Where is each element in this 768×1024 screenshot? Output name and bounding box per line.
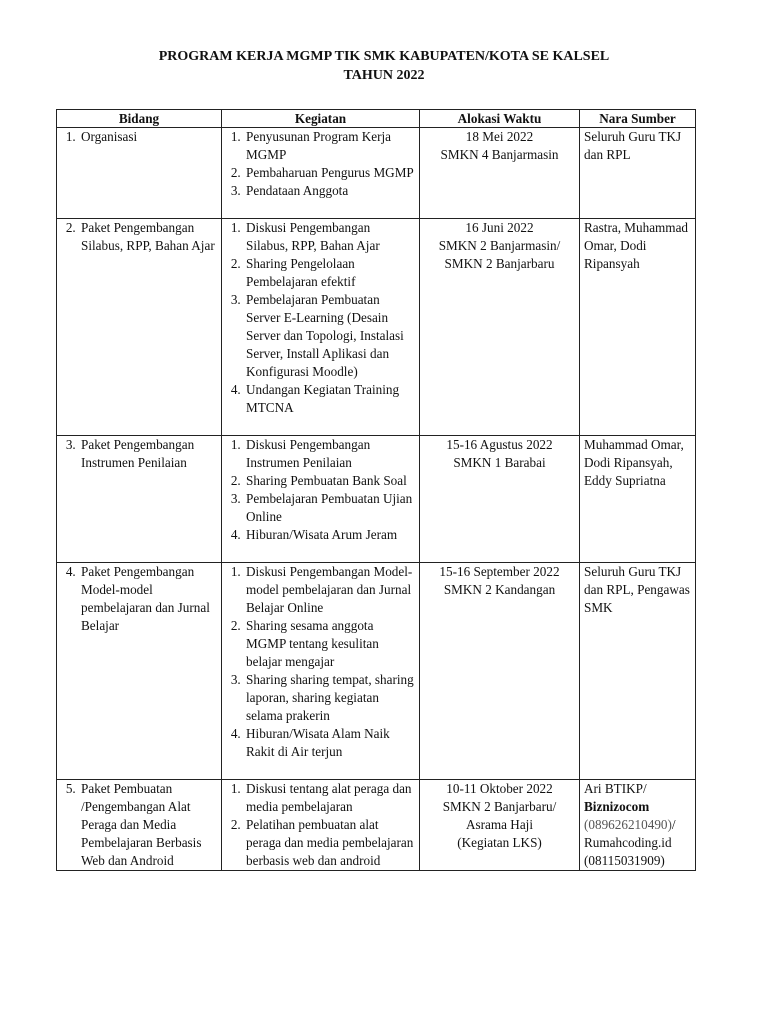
narasumber-part: Ari BTIKP/ bbox=[584, 781, 647, 796]
kegiatan-item: 2. Pelatihan pembuatan alat peraga dan media pembelajaran berbasis web dan android bbox=[244, 816, 415, 870]
waktu-line: SMKN 2 Banjarmasin/ bbox=[438, 238, 561, 253]
waktu-line: 15-16 Agustus 2022 bbox=[446, 437, 553, 452]
cell-bidang bbox=[57, 219, 222, 436]
cell-alokasi-waktu bbox=[420, 780, 580, 871]
cell-nara-sumber bbox=[580, 780, 696, 871]
cell-bidang bbox=[57, 128, 222, 219]
waktu-line: Asrama Haji bbox=[465, 817, 533, 832]
cell-kegiatan bbox=[222, 780, 420, 871]
header-alokasi-waktu: Alokasi Waktu bbox=[420, 110, 580, 128]
kegiatan-item: 1. Diskusi Pengembangan Silabus, RPP, Bahan Ajar bbox=[244, 219, 415, 255]
cell-nara-sumber: Rastra, Muhammad Omar, Dodi Ripansyah bbox=[580, 219, 696, 436]
cell-alokasi-waktu bbox=[420, 128, 580, 219]
waktu-line: 18 Mei 2022 bbox=[465, 129, 534, 144]
kegiatan-item: 1. Diskusi Pengembangan Model-model pembelajaran dan Jurnal Belajar Online bbox=[244, 563, 415, 617]
bidang-text: 1. Organisasi bbox=[79, 128, 217, 146]
cell-alokasi-waktu bbox=[420, 219, 580, 436]
narasumber-phone: (089626210490) bbox=[584, 817, 672, 832]
narasumber-part: Rumahcoding.id bbox=[584, 835, 672, 850]
waktu-line: SMKN 1 Barabai bbox=[453, 455, 546, 470]
bidang-text: 2. Paket Pengembangan Silabus, RPP, Bahan Ajar bbox=[79, 219, 217, 255]
cell-kegiatan bbox=[222, 128, 420, 219]
waktu-line: 16 Juni 2022 bbox=[465, 220, 534, 235]
table-header-row bbox=[57, 110, 696, 128]
title-line-2: TAHUN 2022 bbox=[343, 68, 425, 83]
table-row bbox=[57, 219, 696, 436]
cell-nara-sumber: Seluruh Guru TKJ dan RPL bbox=[580, 128, 696, 219]
cell-bidang bbox=[57, 436, 222, 563]
waktu-line: (Kegiatan LKS) bbox=[457, 835, 542, 850]
bidang-text: 4. Paket Pengembangan Model-model pembelajaran dan Jurnal Belajar bbox=[79, 563, 217, 635]
narasumber-separator: / bbox=[671, 817, 676, 832]
header-nara-sumber: Nara Sumber bbox=[580, 110, 696, 128]
waktu-line: SMKN 4 Banjarmasin bbox=[440, 147, 559, 162]
kegiatan-item: 4. Undangan Kegiatan Training MTCNA bbox=[244, 381, 415, 417]
cell-kegiatan bbox=[222, 219, 420, 436]
cell-bidang bbox=[57, 780, 222, 871]
cell-bidang bbox=[57, 563, 222, 780]
kegiatan-item: 3. Pembelajaran Pembuatan Ujian Online bbox=[244, 490, 415, 526]
header-bidang: Bidang bbox=[57, 110, 222, 128]
kegiatan-item: 4. Hiburan/Wisata Arum Jeram bbox=[244, 526, 415, 544]
cell-kegiatan bbox=[222, 436, 420, 563]
narasumber-phone: (08115031909) bbox=[584, 853, 665, 868]
cell-nara-sumber: Seluruh Guru TKJ dan RPL, Pengawas SMK bbox=[580, 563, 696, 780]
bidang-text: 5. Paket Pembuatan /Pengembangan Alat Peraga dan Media Pembelajaran Berbasis Web dan Android bbox=[79, 780, 217, 870]
kegiatan-item: 1. Diskusi tentang alat peraga dan media pembelajaran bbox=[244, 780, 415, 816]
kegiatan-item: 2. Sharing Pengelolaan Pembelajaran efektif bbox=[244, 255, 415, 291]
title-line-1: PROGRAM KERJA MGMP TIK SMK KABUPATEN/KOTA SE KALSEL bbox=[158, 49, 610, 64]
table-row bbox=[57, 563, 696, 780]
waktu-line: SMKN 2 Kandangan bbox=[443, 582, 556, 597]
kegiatan-item: 3. Pembelajaran Pembuatan Server E-Learning (Desain Server dan Topologi, Instalasi Server, Install Aplikasi dan Konfigurasi Moodle) bbox=[244, 291, 415, 381]
bidang-text: 3. Paket Pengembangan Instrumen Penilaian bbox=[79, 436, 217, 472]
waktu-line: SMKN 2 Banjarbaru/ bbox=[442, 799, 557, 814]
cell-kegiatan bbox=[222, 563, 420, 780]
table-row bbox=[57, 128, 696, 219]
kegiatan-item: 1. Penyusunan Program Kerja MGMP bbox=[244, 128, 415, 164]
kegiatan-item: 2. Sharing Pembuatan Bank Soal bbox=[244, 472, 415, 490]
kegiatan-item: 3. Sharing sharing tempat, sharing laporan, sharing kegiatan selama prakerin bbox=[244, 671, 415, 725]
header-kegiatan: Kegiatan bbox=[222, 110, 420, 128]
kegiatan-item: 4. Hiburan/Wisata Alam Naik Rakit di Air terjun bbox=[244, 725, 415, 761]
narasumber-company: Biznizocom bbox=[584, 799, 650, 814]
kegiatan-item: 2. Pembaharuan Pengurus MGMP bbox=[244, 164, 415, 182]
table-row bbox=[57, 436, 696, 563]
kegiatan-item: 1. Diskusi Pengembangan Instrumen Penilaian bbox=[244, 436, 415, 472]
cell-alokasi-waktu bbox=[420, 563, 580, 780]
kegiatan-item: 3. Pendataan Anggota bbox=[244, 182, 415, 200]
waktu-line: 10-11 Oktober 2022 bbox=[446, 781, 553, 796]
table-row bbox=[57, 780, 696, 871]
program-table bbox=[56, 109, 696, 871]
waktu-line: SMKN 2 Banjarbaru bbox=[444, 256, 555, 271]
kegiatan-item: 2. Sharing sesama anggota MGMP tentang kesulitan belajar mengajar bbox=[244, 617, 415, 671]
cell-alokasi-waktu bbox=[420, 436, 580, 563]
document-title bbox=[0, 47, 768, 85]
waktu-line: 15-16 September 2022 bbox=[439, 564, 560, 579]
cell-nara-sumber: Muhammad Omar, Dodi Ripansyah, Eddy Supriatna bbox=[580, 436, 696, 563]
